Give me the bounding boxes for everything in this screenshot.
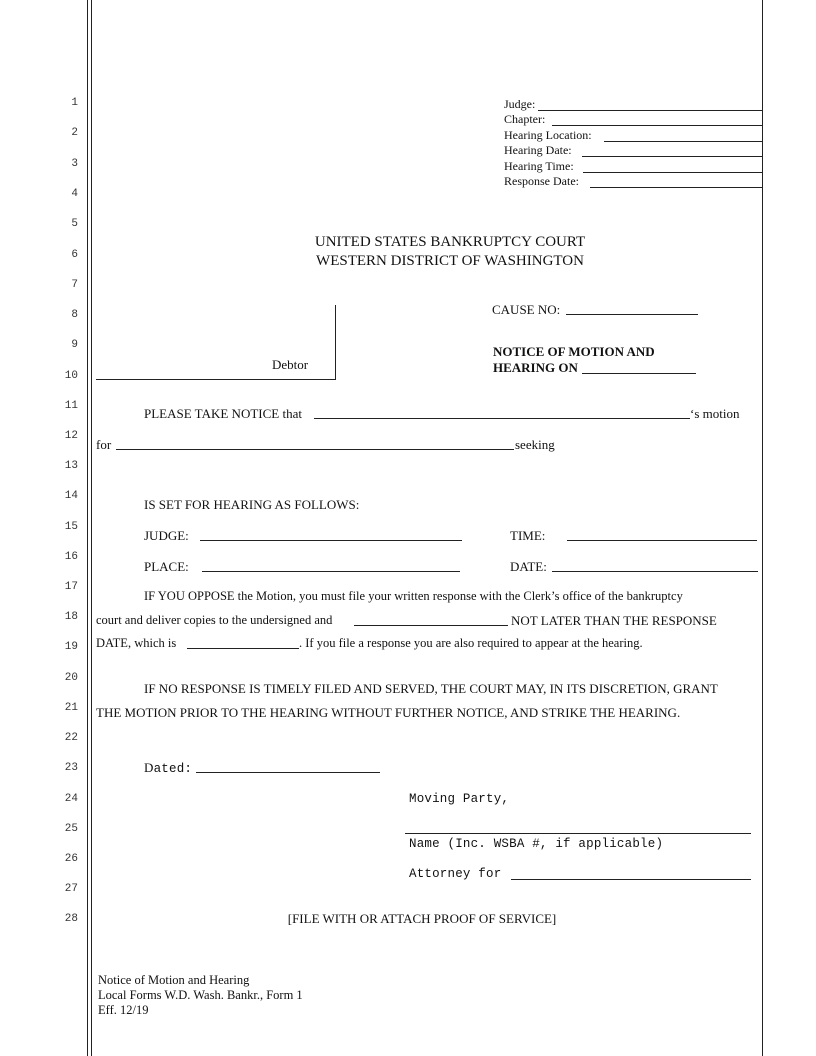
chapter-label: Chapter: (504, 112, 546, 126)
no-response-line-1: IF NO RESPONSE IS TIMELY FILED AND SERVED, THE COURT MAY, IN ITS DISCRETION, GRANT (144, 681, 718, 696)
attorney-for-label: Attorney for (409, 867, 502, 881)
hearing-time-label: Hearing Time: (504, 159, 574, 173)
notice-title-line1: NOTICE OF MOTION AND (493, 344, 655, 359)
location-row (504, 128, 592, 143)
cause-no-label: CAUSE NO: (492, 302, 561, 317)
line-number: 9 (71, 339, 78, 351)
hearing-date-label: Hearing Date: (504, 143, 572, 157)
judge-label: Judge: (504, 97, 536, 111)
left-margin-rule-outer (87, 0, 88, 1056)
footer-line-2: Local Forms W.D. Wash. Bankr., Form 1 (98, 988, 303, 1002)
line-number: 17 (64, 581, 78, 593)
line-number: 24 (64, 793, 78, 805)
line-number: 19 (64, 641, 78, 653)
left-margin-rule-inner (91, 0, 92, 1056)
footer-line-1: Notice of Motion and Hearing (98, 973, 250, 987)
signature-line[interactable] (405, 833, 751, 834)
set-for-hearing-text: IS SET FOR HEARING AS FOLLOWS: (144, 497, 360, 512)
time-hearing-field[interactable] (567, 540, 757, 541)
response-deadline-field[interactable] (187, 648, 299, 649)
hearing-location-label: Hearing Location: (504, 128, 592, 142)
line-number: 3 (71, 158, 78, 170)
line-number: 5 (71, 218, 78, 230)
line-number: 14 (64, 490, 78, 502)
line-number: 21 (64, 702, 78, 714)
moving-party-name-field[interactable] (314, 418, 690, 419)
attorney-for-field[interactable] (511, 879, 751, 880)
seeking-text: seeking (515, 437, 555, 452)
line-number: 26 (64, 853, 78, 865)
cause-no-field[interactable] (566, 314, 698, 315)
oppose-line-2b: NOT LATER THAN THE RESPONSE (511, 613, 717, 628)
date-hearing-field[interactable] (552, 571, 758, 572)
chapter-row (504, 112, 545, 127)
moving-party-label: Moving Party, (409, 792, 510, 806)
line-number: 15 (64, 521, 78, 533)
hearing-location-field[interactable] (604, 141, 762, 142)
oppose-line-3b: . If you file a response you are also required to appear at the hearing. (299, 636, 643, 650)
line-number: 10 (64, 370, 78, 382)
hearing-date-field[interactable] (582, 156, 762, 157)
notice-motion-field[interactable] (582, 373, 696, 374)
motion-suffix-text: ‘s motion (690, 406, 740, 421)
for-label: for (96, 437, 112, 452)
place-hearing-label: PLACE: (144, 559, 189, 574)
chapter-field[interactable] (552, 125, 762, 126)
line-number: 27 (64, 883, 78, 895)
time-row (504, 159, 574, 174)
no-response-line-2: THE MOTION PRIOR TO THE HEARING WITHOUT FURTHER NOTICE, AND STRIKE THE HEARING. (96, 705, 681, 720)
court-name: UNITED STATES BANKRUPTCY COURT (314, 234, 586, 250)
line-number: 6 (71, 249, 78, 261)
judge-hearing-label: JUDGE: (144, 528, 189, 543)
dated-label (144, 760, 192, 776)
oppose-line-2a: court and deliver copies to the undersigned and (96, 613, 333, 627)
dated-rest: ated: (153, 762, 193, 776)
judge-hearing-field[interactable] (200, 540, 462, 541)
oppose-line-1: IF YOU OPPOSE the Motion, you must file your written response with the Clerk’s office of the bankruptcy (144, 589, 683, 603)
line-number: 28 (64, 913, 78, 925)
judge-row (504, 97, 535, 112)
line-number: 23 (64, 762, 78, 774)
judge-field[interactable] (538, 110, 762, 111)
caption-vertical-rule (335, 305, 336, 380)
footer-line-3: Eff. 12/19 (98, 1003, 149, 1017)
court-district: WESTERN DISTRICT OF WASHINGTON (316, 253, 584, 269)
line-number: 13 (64, 460, 78, 472)
line-number: 11 (64, 400, 78, 412)
dated-field[interactable] (196, 772, 380, 773)
line-number: 4 (71, 188, 78, 200)
line-number: 8 (71, 309, 78, 321)
deliver-to-field[interactable] (354, 625, 508, 626)
debtor-label: Debtor (272, 357, 309, 372)
date-row (504, 143, 572, 158)
hearing-time-field[interactable] (583, 172, 762, 173)
response-date-label: Response Date: (504, 174, 579, 188)
right-margin-rule (762, 0, 763, 1056)
line-number: 12 (64, 430, 78, 442)
line-number: 25 (64, 823, 78, 835)
line-number: 7 (71, 279, 78, 291)
date-hearing-label: DATE: (510, 559, 547, 574)
line-number: 20 (64, 672, 78, 684)
relief-sought-field[interactable] (116, 449, 514, 450)
time-hearing-label: TIME: (510, 528, 546, 543)
line-number: 2 (71, 127, 78, 139)
line-number: 18 (64, 611, 78, 623)
line-number: 22 (64, 732, 78, 744)
oppose-line-3a: DATE, which is (96, 636, 177, 650)
dated-initial: D (144, 760, 154, 775)
caption-bottom-rule (96, 379, 336, 380)
place-hearing-field[interactable] (202, 571, 460, 572)
name-wsba-label: Name (Inc. WSBA #, if applicable) (409, 837, 664, 851)
line-number: 16 (64, 551, 78, 563)
please-take-notice-text: PLEASE TAKE NOTICE that (144, 406, 302, 421)
line-number: 1 (71, 97, 78, 109)
notice-title-line2: HEARING ON (493, 360, 578, 375)
proof-of-service-note: [FILE WITH OR ATTACH PROOF OF SERVICE] (287, 911, 557, 926)
response-date-field[interactable] (590, 187, 762, 188)
response-date-row (504, 174, 579, 189)
